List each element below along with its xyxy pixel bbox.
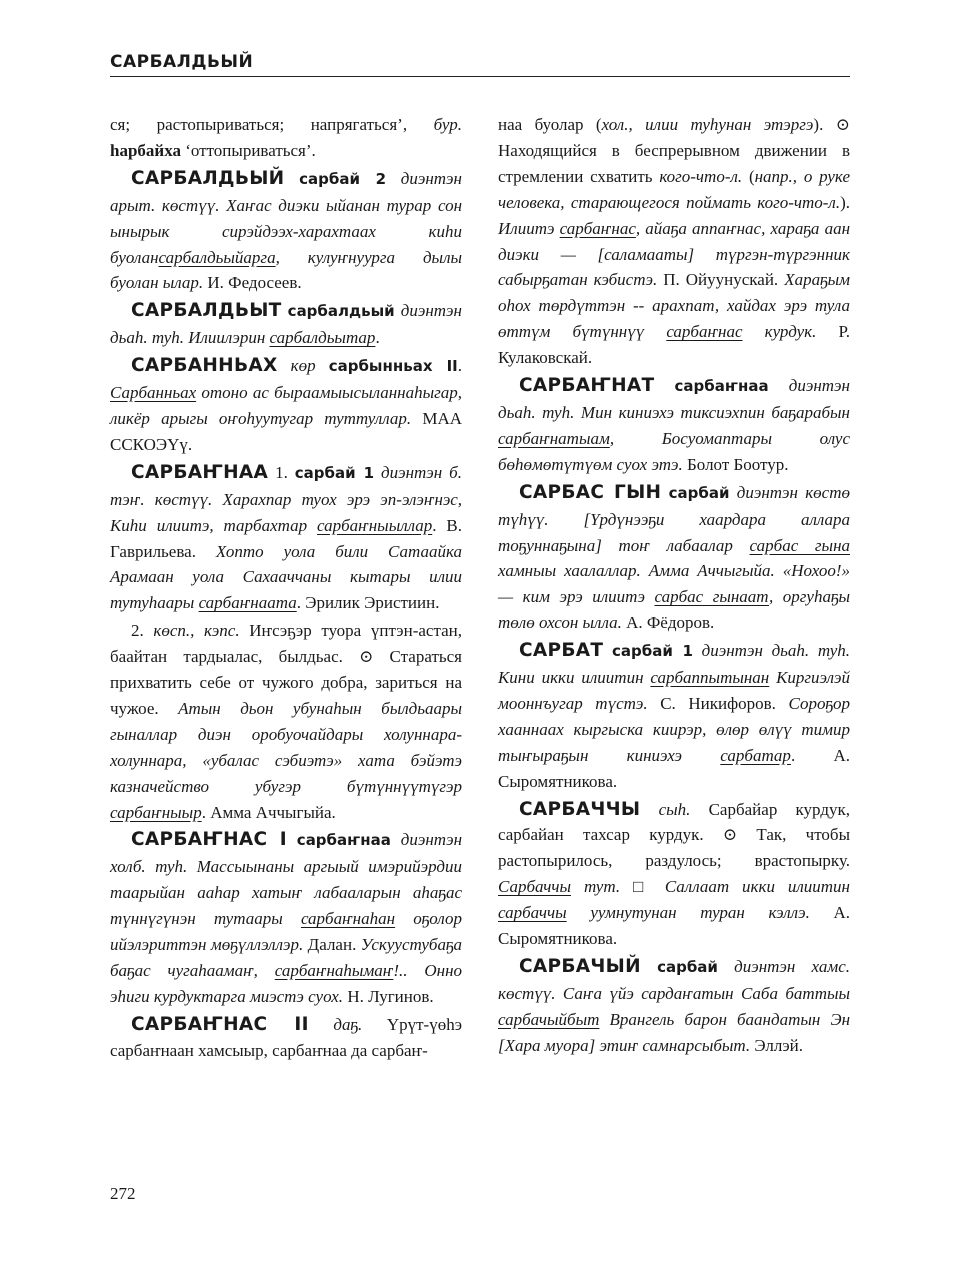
page-number: 272 [110,1184,136,1203]
source-author: Амма Аччыгыйа. [210,802,336,822]
cross-reference: сарбаҥнаа [674,377,769,396]
example-text: уумнутунан туран кэллэ. [590,903,810,923]
dictionary-entry [110,298,462,351]
example-word: сарбаҥнаата [198,593,297,613]
cross-reference: сарбай [657,958,718,976]
entry-text: . [201,802,206,822]
example-text: Ускуустубаҕа баҕас чугаһаамаҥ, [110,935,463,980]
entry-label: бур. [433,115,462,134]
example-word: сарбаҥнатыам [498,428,610,448]
headword: САРБАННЬАХ [131,355,278,377]
definition-text: ( [748,166,755,186]
dictionary-entry [110,166,462,297]
headword: САРБАЛДЬЫЙ [131,167,285,189]
example-word: сарбалдьытар [269,328,376,348]
entry-label: кого-что-л. [659,166,743,186]
dictionary-entry [110,353,462,458]
example-text: диэнтэн дьаһ. туһ. Кини икки илиитин [498,641,850,688]
sense-number: 1. [275,462,288,482]
example-text: оҕолор ийэлэриттэн мөҕүллэллэр. [110,909,463,955]
headword: САРБАҤНАС I [131,829,287,851]
entry-text: ‘оттопыриваться’. [185,140,316,160]
example-text: диэнтэн дьаһ. туһ. Мин киниэхэ тиксиэхпин баҕарабын [498,376,850,422]
entry-text: . [296,593,301,613]
example-text: Сороҕор хааннаах кыргыска киирэр, өлөр өлүү тимир тыҥыраҕын киниэхэ [498,693,850,765]
entry-label: сыһ. [658,799,691,819]
source-author: МАА ССКОЭҮү. [110,408,463,454]
headword: САРБАҤНАА [131,461,269,483]
example-text: Илиитэ [498,218,555,238]
entry-text: . [457,356,462,376]
source-author: А. Фёдоров. [626,613,715,633]
example-word: сарбаҥнас [559,218,636,238]
example-text: Хараҕым оһох төрдүттэн -- арахпат, хайдах эрэ тула өттүм бүтүннүү [498,270,850,342]
example-text: диэнтэн дьаһ. туһ. Илиилэрин [110,301,462,348]
headword: САРБАҤНАС II [131,1013,309,1035]
example-word: сарбас гынаат [654,587,769,607]
example-text: Нохоо! [791,561,842,581]
source-author: С. Никифоров. [660,693,776,713]
entry-label: көр [290,356,316,376]
cross-reference: сарбалдьый [287,302,395,321]
dictionary-entry [110,1012,462,1064]
example-word: сарбаҥныыллар [317,515,433,535]
running-head-title: САРБАЛДЬЫЙ [110,52,254,72]
left-column [110,112,462,1066]
example-text: , айаҕа аппаҥнас, хараҕа аан диэки — [саламааты] түргэн-түргэнник сабырҕатан кэбистэ. [498,218,851,290]
source-author: П. Ойуунускай. [663,270,779,290]
example-word: сарбалдьыйарга [158,247,276,267]
dictionary-entry [498,797,850,952]
definition-text: ). ⊙ Находящийся в беспрерывном движении в стремлении схватить [498,115,851,186]
example-text: курдук. [764,322,817,342]
cross-reference: сарбай [668,483,730,502]
example-word: Сарбаччы [498,877,572,897]
example-text: » — ким эрэ илиитэ [498,561,850,607]
dictionary-entry [498,638,850,794]
source-author: Эллэй. [754,1035,803,1055]
example-word: сарбаппытынан [650,668,770,688]
example-word: Сарбанньах [110,383,197,403]
source-author: Н. Лугинов. [347,986,434,1006]
example-text: диэнтэн арыт. көстүү. Хаҥас диэки ыйанан турар сон ынырык сирэйдээх-харахтаах киһи буолан [110,168,462,267]
example-text: диэнтэн көстө түһүү. [Үрдүнээҕи хаардара аллара тоҕуннаҕына] тоҥ лабаалар [498,482,851,555]
example-text: отоно ас быраамыысыланнаһыгар, ликёр арыгы оҥоһуутугар туттуллар. [110,383,462,428]
source-author: А. Сыромятникова. [498,745,850,791]
example-text: , Босуомаптары олус бөһөмөтүтүөм суох этэ. [498,428,850,474]
example-word: сарбаччы [498,903,567,923]
headword: САРБАЧЫЙ [519,956,641,977]
source-author: Далан. [307,935,357,955]
example-text: Хопто уола били Сатаайка Арамаан уола Сахааччаны кытары илии тутуһаары [110,541,463,613]
entry-text: . [790,745,796,765]
headword: САРБАС ГЫН [519,481,662,503]
dictionary-sense [110,618,462,825]
dictionary-entry [110,460,462,616]
page-header [110,52,850,77]
example-text: диэнтэн хамс. көстүү. Саҥа үйэ сардаҥатын Саба баттыы [498,957,850,1003]
entry-text: ся; растопыриваться; напрягаться’, [110,115,408,134]
example-text: Киргиэлэй мооннъугар түстэ. [498,668,851,713]
entry-label: напр., о руке человека, старающегося поймать [498,166,851,212]
example-word: сарбаҥнаһымаҥ [274,961,394,980]
example-word: сарбас гына [749,535,851,555]
continued-entry [498,112,850,371]
source-author: Болот Боотур. [687,454,789,474]
continued-entry [110,112,462,164]
sense-number: 2. [131,621,144,641]
example-text: диэнтэн б. тэҥ. көстүү. Харахпар туох эрэ эп-элэҥнэс, Киһи илиитэ, тарбахтар [110,462,462,535]
entry-label: көсп., кэпс. [153,621,240,641]
entry-label: даҕ. [333,1014,363,1034]
headword: САРБАТ [519,640,604,662]
headword: САРБАЛДЬЫТ [131,300,282,322]
example-text: , кулуҥнуурга дылы буолан ылар. [110,247,462,293]
example-text: !.. Онно эһиги курдуктарга миэстэ суох. [110,961,462,1006]
headword: САРБАҤНАТ [519,375,655,397]
cognate-word: һарбайха [110,140,181,160]
definition-text: Иҥсэҕэр туора үптэн-астан, баайтан тардыалас, былдьас. ⊙ Стараться прихватить себе от чужого добра, зариться на чужое. [110,621,462,718]
source-author: В. Гаврильева. [110,515,462,561]
cross-reference: сарбай 1 [611,642,693,661]
entry-label: хол., илии туһунан этэргэ [601,115,814,134]
definition-text: наа буолар ( [498,115,602,134]
definition-text: Үрүт-үөһэ сарбаҥнаан хамсыыр, сарбаҥнаа да сарбаҥ- [110,1014,463,1060]
example-word: сарбаҥнас [666,322,743,342]
entry-label: кого-что-л. [757,192,841,212]
entry-text: . [432,515,437,535]
dictionary-entry [498,954,850,1059]
example-word: сарбачыйбыт [498,1009,600,1029]
example-text: диэнтэн холб. туһ. Массыынаны аргыый имэрийэрдии таарыйан ааһар хатыҥ лабааларын аһаҕас түннүгүнэн тутаары [110,830,463,929]
cross-reference: сарбай 1 [294,463,375,482]
headword: САРБАЧЧЫ [519,798,641,820]
dictionary-entry [110,827,462,1009]
example-text: Атын дьон убунаһын былдьаары гыналлар диэн оробуочайдары холуннара-холуннара, «убалас сэбиэтэ» хата бэйэтэ казначейство убугэр бүтүннүүтүгэр [110,698,463,796]
dictionary-entry [498,373,850,478]
source-author: Р. Кулаковскай. [498,322,851,368]
example-text: Врангель барон баандатын Эн [Хара муора] этиҥ самнарсыбыт. [498,1009,851,1055]
entry-text: . [375,328,380,348]
example-word: сарбаҥнаһан [300,909,396,929]
example-word: сарбаҥныыр [110,802,202,822]
cross-reference: сарбынньах II [328,357,458,376]
cross-reference: сарбай 2 [299,169,387,188]
definition-text: ). [840,192,850,212]
example-text: тут. □ Саллаат икки илиитин [583,877,850,897]
right-column [498,112,850,1061]
example-word: сарбатар [720,745,791,765]
example-text: , оргуһаҕы төлө охсон ылла. [498,587,851,633]
example-text: хамныы хаалаллар. Амма Аччыгыйа. « [498,561,792,581]
definition-text: Сарбайар курдук, сарбайан тахсар курдук. ⊙ Так, чтобы растопырилось, раздулось; врастопырку. [498,799,850,871]
source-author: А. Сыромятникова. [498,903,850,949]
cross-reference: сарбаҥнаа [296,831,391,850]
dictionary-entry [498,480,850,636]
source-author: Эрилик Эристиин. [305,593,440,613]
source-author: И. Федосеев. [207,273,302,293]
